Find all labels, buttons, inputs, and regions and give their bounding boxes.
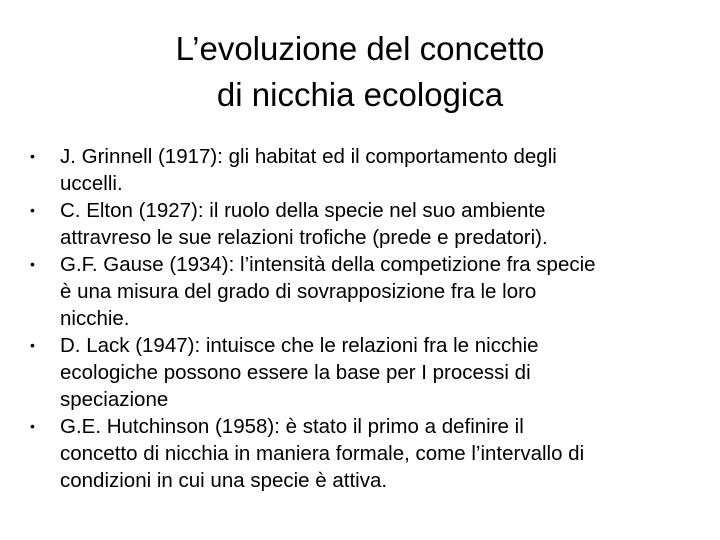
- slide-title: [0, 26, 720, 118]
- bullet-text-line: concetto di nicchia in maniera formale, come l’intervallo di: [60, 442, 585, 465]
- bullet-text-line: uccelli.: [60, 172, 123, 195]
- bullet-list: [30, 143, 710, 494]
- bullet-dot-icon: •: [30, 256, 35, 272]
- bullet-text-line: è una misura del grado di sovrapposizione fra le loro: [60, 280, 537, 303]
- bullet-item-hutchinson: [30, 413, 710, 494]
- slide-title-line-1: L’evoluzione del concetto: [175, 30, 545, 67]
- bullet-dot-icon: •: [30, 418, 35, 434]
- bullet-text-line: ecologiche possono essere la base per I processi di: [60, 361, 531, 384]
- bullet-text-line: G.F. Gause (1934): l’intensità della competizione fra specie: [60, 253, 596, 276]
- bullet-text-line: G.E. Hutchinson (1958): è stato il primo a definire il: [60, 415, 524, 438]
- bullet-dot-icon: •: [30, 337, 35, 353]
- bullet-text-line: nicchie.: [60, 307, 130, 330]
- bullet-item-gause: [30, 251, 710, 332]
- bullet-text-line: condizioni in cui una specie è attiva.: [60, 469, 388, 492]
- bullet-text-line: J. Grinnell (1917): gli habitat ed il comportamento degli: [60, 145, 557, 168]
- bullet-text-line: D. Lack (1947): intuisce che le relazioni fra le nicchie: [60, 334, 539, 357]
- slide-title-line-2: di nicchia ecologica: [216, 76, 504, 113]
- bullet-item-lack: [30, 332, 710, 413]
- bullet-text-line: C. Elton (1927): il ruolo della specie nel suo ambiente: [60, 199, 546, 222]
- bullet-text-line: speciazione: [60, 388, 169, 411]
- bullet-item-grinnell: [30, 143, 710, 197]
- bullet-item-elton: [30, 197, 710, 251]
- bullet-dot-icon: •: [30, 148, 35, 164]
- bullet-text-line: attravreso le sue relazioni trofiche (prede e predatori).: [60, 226, 548, 249]
- bullet-dot-icon: •: [30, 202, 35, 218]
